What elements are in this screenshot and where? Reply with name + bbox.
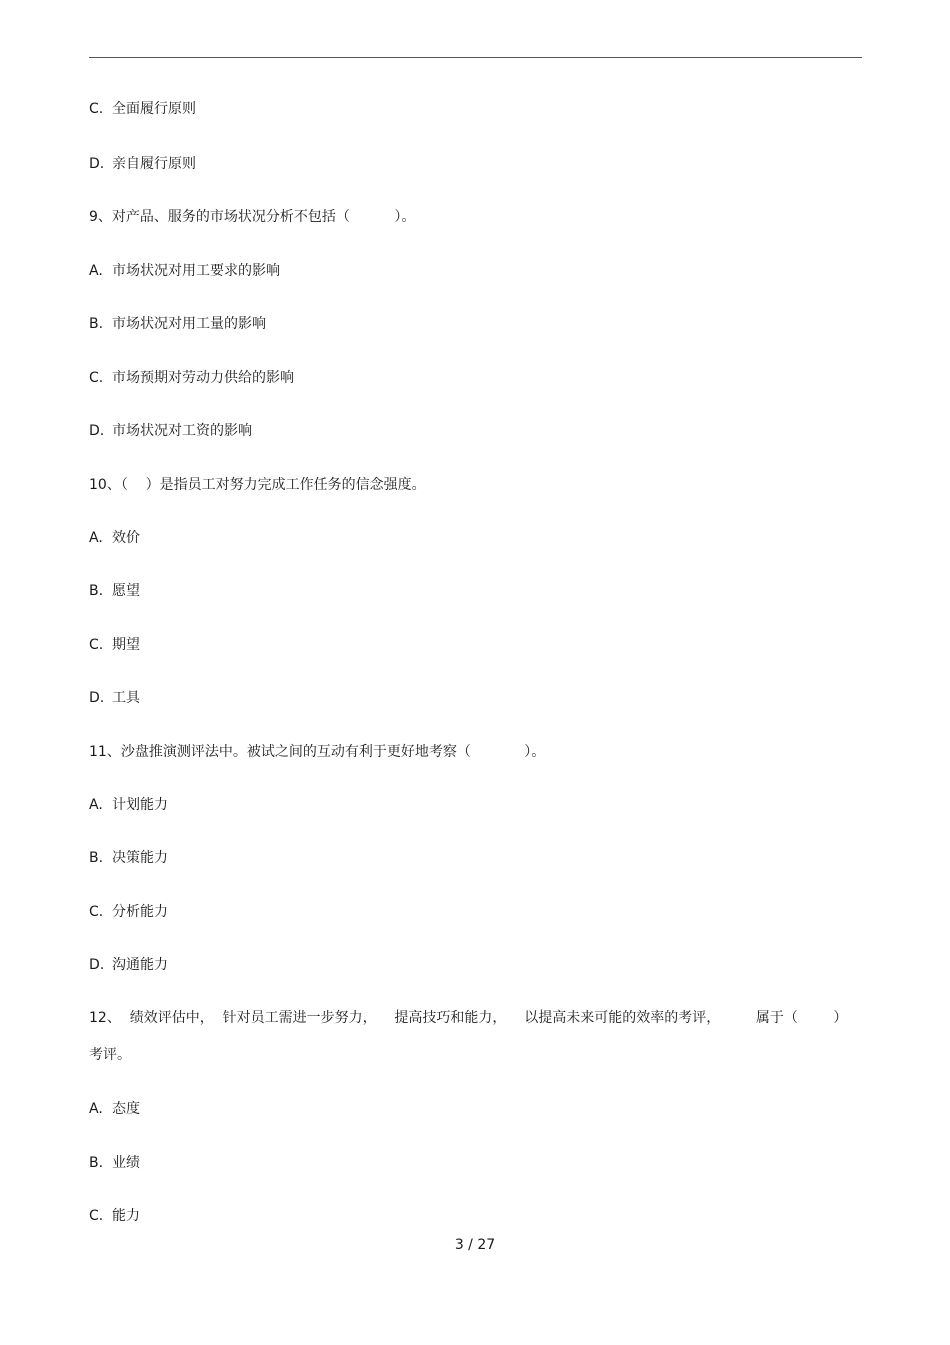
page-number: 3 / 27: [454, 1237, 496, 1253]
line-text: 考评。: [89, 1047, 131, 1063]
line-text: 9、对产品、服务的市场状况分析不包括（ ）。: [89, 209, 416, 225]
answer-option: [89, 529, 140, 547]
line-text: 市场预期对劳动力供给的影响: [112, 370, 294, 386]
line-text: 决策能力: [112, 850, 168, 866]
option-label: A.: [89, 530, 103, 546]
option-label: D.: [89, 957, 105, 973]
answer-option: [89, 369, 294, 387]
option-label: B.: [89, 850, 104, 866]
line-text: 10、（ ）是指员工对努力完成工作任务的信念强度。: [89, 477, 426, 493]
line-text: 12、 绩效评估中， 针对员工需进一步努力， 提高技巧和能力， 以提高未来可能的效率的考评， 属于（ ）: [89, 1010, 848, 1026]
line-text: 市场状况对用工要求的影响: [112, 263, 280, 279]
answer-option: [89, 636, 140, 654]
option-label: A.: [89, 1101, 103, 1117]
line-text: 沟通能力: [112, 957, 168, 973]
option-label: A.: [89, 263, 103, 279]
question-text: [89, 743, 545, 761]
answer-option: [89, 689, 140, 707]
line-text: 分析能力: [112, 904, 168, 920]
option-label: C.: [89, 1208, 104, 1224]
answer-option: [89, 262, 280, 280]
option-label: D.: [89, 423, 105, 439]
answer-option: [89, 155, 196, 173]
answer-option: [89, 582, 140, 600]
answer-option: [89, 1207, 140, 1225]
line-text: 能力: [112, 1208, 140, 1224]
option-label: B.: [89, 316, 104, 332]
answer-option: [89, 315, 266, 333]
line-text: 全面履行原则: [112, 101, 196, 117]
answer-option: [89, 422, 252, 440]
line-text: 业绩: [112, 1155, 140, 1171]
option-label: C.: [89, 637, 104, 653]
line-text: 期望: [112, 637, 140, 653]
answer-option: [89, 903, 168, 921]
question-text: [89, 1046, 131, 1064]
option-label: C.: [89, 101, 104, 117]
line-text: 亲自履行原则: [112, 156, 196, 172]
line-text: 工具: [112, 690, 140, 706]
answer-option: [89, 956, 168, 974]
option-label: B.: [89, 1155, 104, 1171]
line-text: 市场状况对用工量的影响: [112, 316, 266, 332]
line-text: 计划能力: [112, 797, 168, 813]
answer-option: [89, 100, 196, 118]
option-label: D.: [89, 690, 105, 706]
line-text: 效价: [112, 530, 140, 546]
line-text: 愿望: [112, 583, 140, 599]
question-text: [89, 476, 426, 494]
line-text: 态度: [112, 1101, 140, 1117]
question-text: [89, 208, 415, 226]
option-label: C.: [89, 370, 104, 386]
line-text: 11、沙盘推演测评法中。被试之间的互动有利于更好地考察（ ）。: [89, 744, 546, 760]
header-rule: [89, 57, 862, 58]
answer-option: [89, 849, 168, 867]
answer-option: [89, 796, 168, 814]
answer-option: [89, 1154, 140, 1172]
line-text: 市场状况对工资的影响: [112, 423, 252, 439]
option-label: B.: [89, 583, 104, 599]
option-label: A.: [89, 797, 103, 813]
option-label: D.: [89, 156, 105, 172]
answer-option: [89, 1100, 140, 1118]
option-label: C.: [89, 904, 104, 920]
question-text: [89, 1009, 847, 1027]
